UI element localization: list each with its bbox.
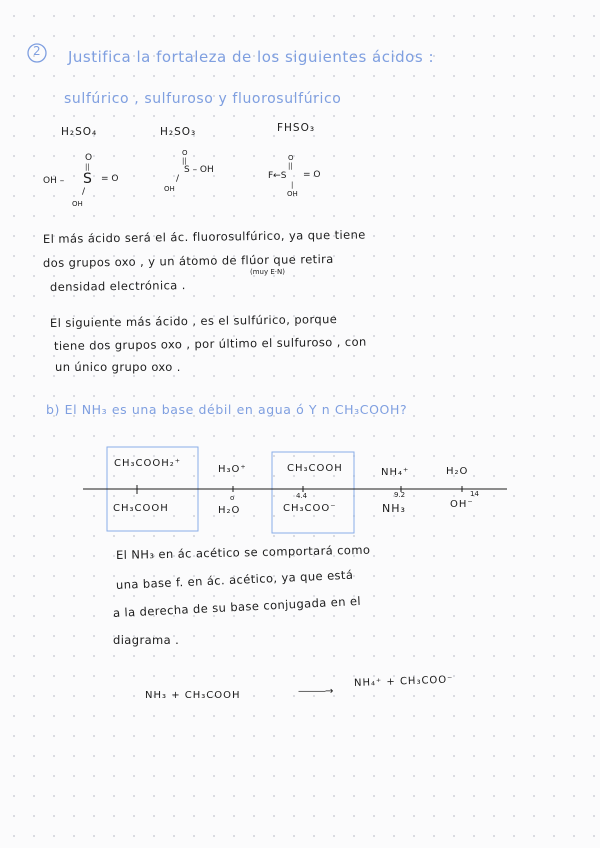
oxo-right: = O (303, 170, 321, 180)
paragraph3-line1: El NH₃ en ác acético se comportará como (115, 542, 371, 562)
base-water: H₂O (218, 505, 241, 516)
paragraph1-line1: El más ácido será el ác. fluorosulfúrico, ya que tiene (42, 227, 366, 246)
hydroxyl-bottom: OH (72, 200, 83, 208)
paragraph1-line3: densidad electrónica . (49, 278, 186, 294)
reaction-products: NH₄⁺ + CH₃COO⁻ (353, 674, 454, 689)
bond-bar: | (291, 181, 294, 189)
mark-0: o (230, 494, 235, 502)
paragraph1-line2: dos grupos oxo , y un átomo de flúor que retira (42, 251, 334, 270)
paragraph3-line2: una base f. en ác. acético, ya que está (115, 567, 354, 592)
base-hydroxide: OH⁻ (450, 499, 474, 510)
paragraph2-line3: un único grupo oxo . (55, 360, 181, 374)
sulfur-hydroxyl: S – OH (184, 165, 214, 175)
hydroxyl-bottom: OH (164, 185, 175, 193)
paragraph2-line1: El siguiente más ácido , es el sulfúrico, porque (49, 311, 338, 330)
reaction-arrow: ———→ (298, 686, 333, 697)
acid-ammonium: NH₄⁺ (381, 467, 410, 478)
formula-sulfuric: H₂SO₄ (61, 126, 98, 138)
fluorine-sulfur: F←S (268, 171, 287, 181)
double-bond: || (85, 163, 90, 171)
bond-slash: / (82, 187, 86, 197)
formula-sulfurous: H₂SO₃ (160, 126, 197, 138)
bond-slash: / (176, 174, 180, 184)
header-line-2: sulfúrico , sulfuroso y fluorosulfúrico (64, 91, 342, 107)
double-bond: || (288, 162, 293, 170)
paragraph3-line3: a la derecha de su base conjugada en el (112, 593, 362, 620)
header-line-1: Justifica la fortaleza de los siguientes ácidos : (68, 48, 434, 66)
base-acetate: CH₃COO⁻ (283, 503, 337, 514)
electronegativity-note: (muy E·N) (250, 268, 285, 276)
acid-hydronium: H₃O⁺ (218, 464, 247, 475)
formula-fluorosulfuric: FHSO₃ (277, 122, 316, 134)
paragraph2-line2: tiene dos grupos oxo , por último el sulfuroso , con (53, 334, 367, 353)
paragraph3-line4: diagrama . (113, 633, 180, 647)
part-b-title: b) El NH₃ es una base débil en agua ó Y n CH₃COOH? (46, 402, 408, 417)
reaction-reactants: NH₃ + CH₃COOH (145, 690, 241, 701)
acid-water: H₂O (446, 466, 469, 477)
oxo-top: O (288, 154, 294, 162)
acid-protonated-acetic: CH₃COOH₂⁺ (114, 458, 182, 469)
oxo-top: O (182, 149, 188, 157)
hydroxyl-bottom: OH (287, 190, 298, 198)
base-acetic-acid: CH₃COOH (113, 503, 169, 514)
mark-4-4: 4.4 (296, 492, 308, 500)
mark-9-2: 9.2 (394, 491, 406, 499)
oxo-right: = O (101, 174, 119, 184)
question-number: 2 (33, 44, 42, 58)
hydroxyl-left: OH – (43, 176, 65, 186)
oxo-top: O (85, 153, 93, 163)
acid-acetic: CH₃COOH (287, 463, 343, 474)
sulfur-atom: S (83, 171, 92, 187)
base-ammonia: NH₃ (382, 502, 406, 515)
double-bond: || (182, 157, 187, 165)
mark-14: 14 (470, 490, 479, 498)
